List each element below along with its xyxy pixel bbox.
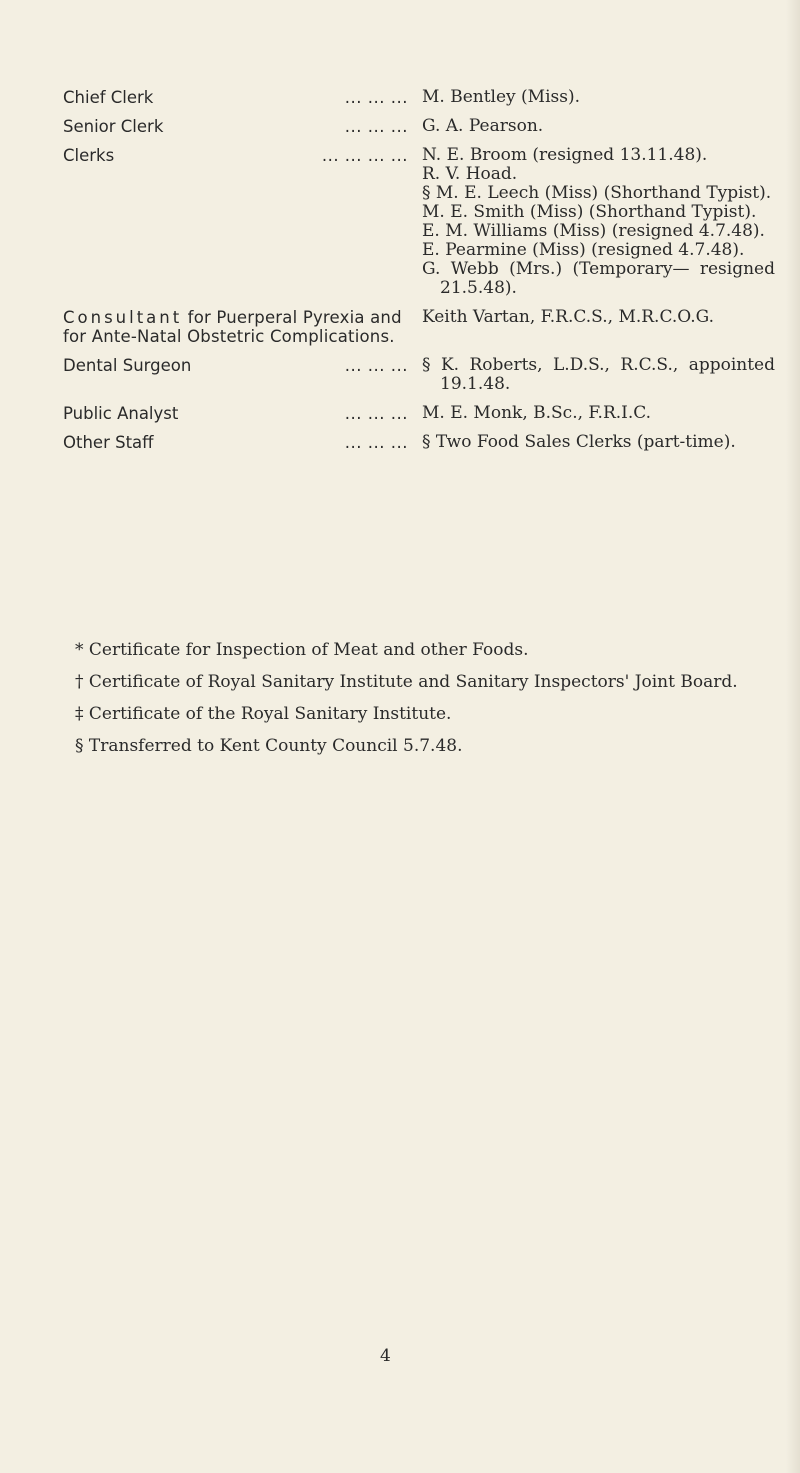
footnotes [75,640,765,768]
role-cell [63,433,408,452]
role-cell [63,146,408,165]
staff-row-clerks [63,146,775,298]
staff-row-consultant [63,308,775,346]
staff-row-senior-clerk [63,117,775,136]
role-label: Other Staff [63,433,154,452]
leader-dots: ... ... ... [339,404,408,423]
holder-cell [408,88,775,107]
holder-cell [408,404,775,423]
role-label: Clerks [63,146,115,165]
role-cell [63,404,408,423]
role-label: Chief Clerk [63,88,154,107]
holder-entry: N. E. Broom (resigned 13.11.48). [422,145,708,165]
role-label-lead: Consultant [63,308,183,327]
leader-dots: ... ... ... ... [316,146,408,165]
role-label: for Puerperal Pyrexia and for Ante-Natal Obstetric Complications. [63,308,402,346]
holder-entry: § Two Food Sales Clerks (part-time). [422,432,736,452]
holder-entry: M. E. Monk, B.Sc., F.R.I.C. [422,403,652,423]
holder-entry: M. Bentley (Miss). [422,87,581,107]
footnote-royal-sanitary-board: † Certificate of Royal Sanitary Institute and Sanitary Inspectors' Joint Board. [75,672,738,692]
holder-entry: R. V. Hoad. [422,164,518,184]
page-edge-shadow [786,0,800,1473]
holder-cell [408,117,775,136]
role-cell [63,117,408,136]
role-label: Dental Surgeon [63,356,192,375]
leader-dots: ... ... ... [339,433,408,452]
holder-cell [408,433,775,452]
holder-entry: § K. Roberts, L.D.S., R.C.S., appointed 19.1.48. [422,355,775,394]
holder-entry: § M. E. Leech (Miss) (Shorthand Typist). [422,183,772,203]
page-number: 4 [380,1346,391,1366]
leader-dots: ... ... ... [339,117,408,136]
role-cell [63,356,408,375]
holder-entry: Keith Vartan, F.R.C.S., M.R.C.O.G. [422,307,714,327]
footnote-transferred: § Transferred to Kent County Council 5.7.48. [75,736,463,756]
footnote-royal-sanitary-institute: ‡ Certificate of the Royal Sanitary Institute. [75,704,452,724]
holder-cell [408,146,775,298]
holder-entry: G. A. Pearson. [422,116,544,136]
staff-table [63,88,775,462]
leader-dots: ... ... ... [339,356,408,375]
staff-row-chief-clerk [63,88,775,107]
holder-cell [408,308,775,327]
role-label: Senior Clerk [63,117,164,136]
staff-row-dental-surgeon [63,356,775,394]
staff-row-other-staff [63,433,775,452]
holder-entry: E. M. Williams (Miss) (resigned 4.7.48). [422,221,765,241]
role-cell [63,308,408,346]
holder-entry: G. Webb (Mrs.) (Temporary— resigned 21.5.48). [422,259,775,298]
holder-cell [408,356,775,394]
footnote-meat-certificate: * Certificate for Inspection of Meat and other Foods. [75,640,529,660]
leader-dots: ... ... ... [339,88,408,107]
holder-entry: M. E. Smith (Miss) (Shorthand Typist). [422,202,757,222]
role-label: Public Analyst [63,404,179,423]
role-cell [63,88,408,107]
holder-entry: E. Pearmine (Miss) (resigned 4.7.48). [422,240,745,260]
staff-row-public-analyst [63,404,775,423]
